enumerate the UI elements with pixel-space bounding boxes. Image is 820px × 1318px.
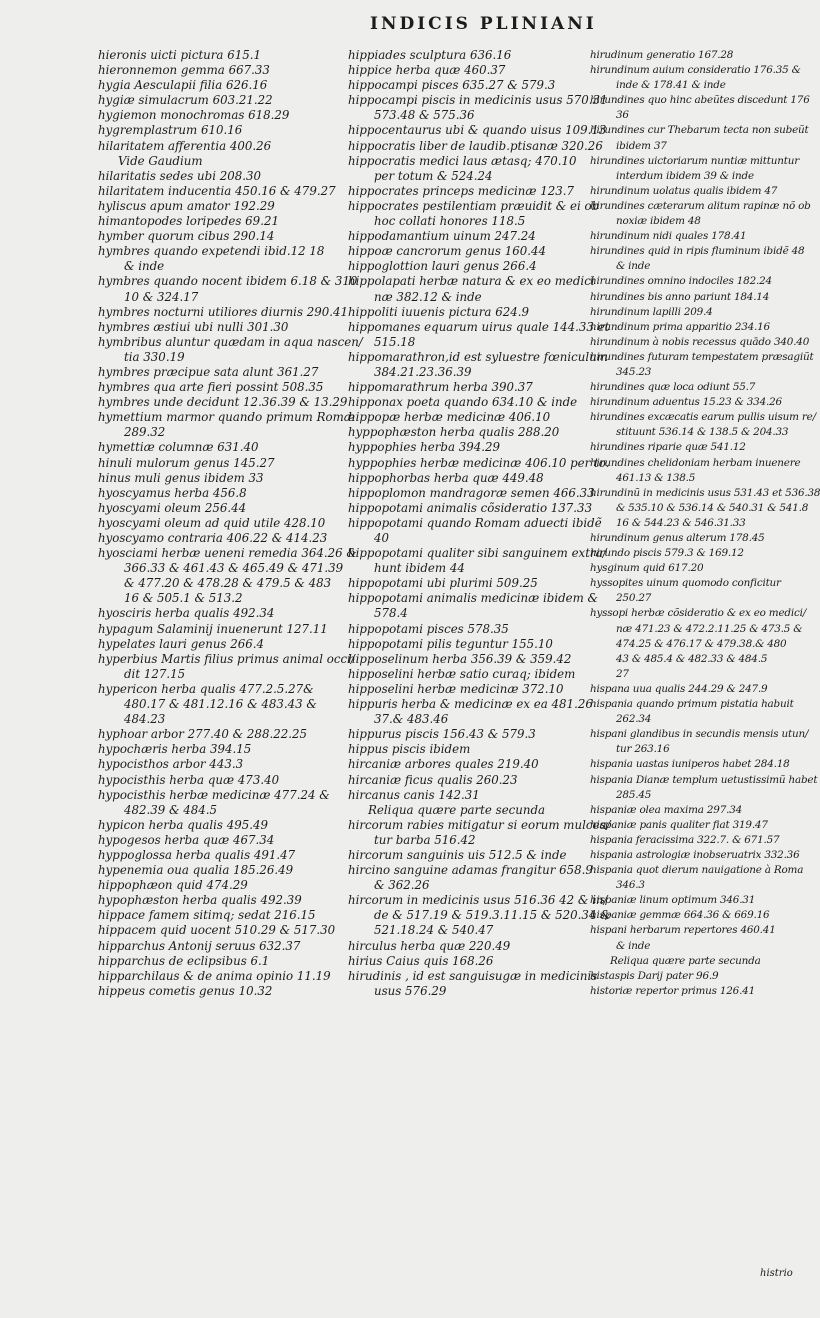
index-entry: hilaritatem inducentia 450.16 & 479.27 (98, 183, 336, 198)
index-entry: hippopotami quando Romam aduecti ibidẽ (348, 515, 602, 530)
index-entry: 40 (374, 531, 390, 545)
index-entry: hippomarathrum herba 390.37 (348, 380, 533, 395)
index-entry: hippus piscis ibidem (348, 742, 471, 757)
index-entry: hyphoar arbor 277.40 & 288.22.25 (98, 727, 307, 742)
index-entry: hirundinũ in medicinis usus 531.43 et 536.38 (590, 486, 820, 499)
index-entry: hippopotami qualiter sibi sanguinem extra/ (348, 546, 607, 561)
index-entry: hymbres quando expetendi ibid.12 18 (98, 244, 325, 259)
index-entry: historiæ repertor primus 126.41 (590, 984, 756, 997)
index-entry: hircino sanguine adamas frangitur 658.9 (348, 863, 593, 878)
index-entry: hirundinum auium consideratio 176.35 & (590, 64, 801, 77)
index-entry: 285.45 (616, 788, 652, 801)
index-entry: 515.18 (374, 334, 416, 349)
index-entry: tur barba 516.42 (374, 832, 476, 847)
index-entry: 16 & 505.1 & 513.2 (124, 591, 243, 606)
index-entry: hypenemia oua qualia 185.26.49 (98, 863, 294, 878)
index-entry: 10 & 324.17 (124, 289, 199, 304)
index-entry: hirius Caius quis 168.26 (348, 953, 494, 968)
index-entry: 262.34 (616, 713, 652, 726)
index-entry: hispania Dianæ templum uetustissimũ habet (590, 773, 818, 786)
index-entry: hircanus canis 142.31 (348, 787, 480, 802)
index-entry: hypocisthos arbor 443.3 (98, 757, 244, 772)
index-entry: hirundinum aduentus 15.23 & 334.26 (590, 396, 782, 409)
index-entry: hymbres præcipue sata alunt 361.27 (98, 364, 319, 379)
index-entry: hypophæston herba qualis 492.39 (98, 893, 302, 908)
index-entry: hispania quando primum pistatia habuit (590, 698, 794, 711)
index-entry: 250.27 (616, 592, 652, 605)
index-entry: hyppoglossa herba qualis 491.47 (98, 847, 296, 862)
index-entry: hirundines chelidoniam herbam inuenere (590, 456, 801, 469)
index-entry: hippodamantium uinum 247.24 (348, 229, 536, 244)
index-entry: hyliscus apum amator 192.29 (98, 198, 275, 213)
index-entry: hippocrates pestilentiam præuidit & ei ob (348, 198, 600, 213)
index-entry: interdum ibidem 39 & inde (616, 169, 754, 182)
index-entry: hypelates lauri genus 266.4 (98, 636, 264, 651)
index-entry: & inde (616, 939, 651, 952)
index-entry: hygiæ simulacrum 603.21.22 (98, 93, 273, 108)
index-entry: hircorum in medicinis usus 516.36 42 & in/ (348, 893, 608, 908)
index-entry: hipponax poeta quando 634.10 & inde (348, 395, 578, 410)
index-entry: himantopodes loripedes 69.21 (98, 214, 279, 229)
index-entry: Vide Gaudium (118, 153, 203, 168)
index-entry: hippocentaurus ubi & quando uisus 109.13 (348, 123, 607, 138)
index-entry: hippacem quid uocent 510.29 & 517.30 (98, 923, 336, 938)
index-entry: hispaniæ linum optimum 346.31 (590, 894, 756, 907)
index-entry: hyosciris herba qualis 492.34 (98, 606, 275, 621)
index-entry: 578.4 (374, 606, 408, 621)
index-entry: 346.3 (616, 879, 645, 892)
index-entry: per totum & 524.24 (374, 168, 493, 183)
index-entry: hymbres nocturni utiliores diurnis 290.41 (98, 304, 349, 319)
index-entry: 16 & 544.23 & 546.31.33 (616, 516, 746, 529)
index-entry: hieronis uicti pictura 615.1 (98, 48, 261, 62)
index-entry: hippophorbas herba quæ 449.48 (348, 470, 544, 485)
index-entry: hyssopi herbæ cõsideratio & ex eo medici/ (590, 607, 807, 620)
index-entry: tia 330.19 (124, 349, 185, 364)
index-entry: hircorum sanguinis uis 512.5 & inde (348, 847, 567, 862)
index-entry: hispania astrologiæ inobseruatrix 332.36 (590, 848, 800, 861)
index-entry: hispania uastas iuniperos habet 284.18 (590, 758, 790, 771)
index-entry: stituunt 536.14 & 138.5 & 204.33 (616, 426, 789, 439)
index-entry: hispani herbarum repertores 460.41 (590, 924, 776, 937)
index-entry: hirundines uictoriarum nuntiæ mittuntur (590, 154, 799, 167)
index-entry: hipposelini herbæ medicinæ 372.10 (348, 681, 564, 696)
index-entry: hispaniæ gemmæ 664.36 & 669.16 (590, 909, 770, 922)
index-entry: hyppophies herbæ medicinæ 406.10 per to. (348, 455, 610, 470)
index-entry: hippopotami pilis teguntur 155.10 (348, 636, 553, 651)
index-entry: hippolapati herbæ natura & ex eo medici (348, 274, 595, 289)
index-entry: hirundinum à nobis recessus quādo 340.40 (590, 335, 810, 348)
index-entry: hygiemon monochromas 618.29 (98, 108, 290, 123)
index-entry: hippurus piscis 156.43 & 579.3 (348, 727, 536, 742)
index-entry: hippoglottion lauri genus 266.4 (348, 259, 537, 274)
index-entry: 484.23 (124, 712, 166, 727)
index-entry: hirundines quo hinc abeũtes discedunt 176 (590, 94, 810, 107)
index-entry: hirculus herba quæ 220.49 (348, 938, 511, 953)
index-entry: 289.32 (124, 425, 166, 440)
index-entry: & 477.20 & 478.28 & 479.5 & 483 (124, 576, 332, 591)
index-entry: hippeus cometis genus 10.32 (98, 983, 273, 998)
index-entry: hirundinum uolatus qualis ibidem 47 (590, 184, 778, 197)
index-entry: hilaritatis sedes ubi 208.30 (98, 168, 262, 183)
index-entry: 474.25 & 476.17 & 479.38.& 480 (616, 637, 787, 650)
index-entry: hymbres æstiui ubi nulli 301.30 (98, 319, 289, 334)
index-entry: hirudinum generatio 167.28 (590, 49, 734, 61)
index-entry: næ 382.12 & inde (374, 289, 482, 304)
index-entry: 27 (616, 667, 629, 680)
index-entry: hirundinum nidi quales 178.41 (590, 230, 747, 243)
index-entry: hipposelini herbæ satio curaq; ibidem (348, 666, 576, 681)
index-entry: hirundines bis anno pariunt 184.14 (590, 290, 770, 303)
index-entry: hirundinum prima apparitio 234.16 (590, 320, 770, 333)
index-entry: hippopotami ubi plurimi 509.25 (348, 576, 538, 591)
index-entry: 480.17 & 481.12.16 & 483.43 & (124, 697, 317, 712)
index-entry: hirundo piscis 579.3 & 169.12 (590, 547, 744, 560)
index-entry: Reliqua quære parte secunda (368, 802, 546, 817)
index-entry: hippopæ herbæ medicinæ 406.10 (348, 410, 551, 425)
index-entry: 573.48 & 575.36 (374, 108, 475, 123)
index-entry: hispania quot dierum nauigatione à Roma (590, 864, 804, 877)
catchword: histrio (760, 1268, 793, 1279)
index-entry: hymbres unde decidunt 12.36.39 & 13.29 (98, 395, 348, 410)
index-entry: hispani glandibus in secundis mensis utun/ (590, 728, 809, 741)
index-entry: hippoplomon mandragoræ semen 466.33 (348, 485, 595, 500)
index-entry: hyppophæston herba qualis 288.20 (348, 425, 560, 440)
index-entry: hippuris herba & medicinæ ex ea 481.26 (348, 697, 593, 712)
index-entry: hippocratis medici laus ætasq; 470.10 (348, 153, 577, 168)
index-entry: 482.39 & 484.5 (124, 802, 218, 817)
index-entry: hypocisthis herbæ medicinæ 477.24 & (98, 787, 330, 802)
index-entry: hyperbius Martis filius primus animal occi/ (98, 651, 355, 666)
index-entry: hippocrates princeps medicinæ 123.7 (348, 183, 574, 198)
index-entry: histaspis Darij pater 96.9 (590, 969, 719, 982)
index-entry: hispana uua qualis 244.29 & 247.9 (590, 682, 768, 695)
index-entry: hymbres qua arte fieri possint 508.35 (98, 380, 324, 395)
index-entry: hirundines quid in ripis fluminum ibidẽ 48 (590, 245, 805, 258)
index-entry: dit 127.15 (124, 666, 186, 681)
index-entry: hirundines futuram tempestatem præsagiũt (590, 350, 814, 363)
index-entry: 345.23 (616, 365, 652, 378)
index-entry: hircaniæ ficus qualis 260.23 (348, 772, 518, 787)
index-entry: hippopotami animalis medicinæ ibidem & (348, 591, 599, 606)
index-entry: hypicon herba qualis 495.49 (98, 817, 269, 832)
index-entry: hyosciami herbæ ueneni remedia 364.26 & (98, 546, 357, 561)
index-entry: hysginum quid 617.20 (590, 562, 704, 575)
index-entry: hirundines excæcatis earum pullis uisum re/ (590, 411, 816, 424)
index-entry: hypogesos herba quæ 467.34 (98, 832, 275, 847)
index-entry: hippice herba quæ 460.37 (348, 63, 506, 78)
index-entry: 461.13 & 138.5 (616, 471, 696, 484)
index-entry: hippomanes equarum uirus quale 144.33 et (348, 319, 610, 334)
index-entry: hippomarathron,id est syluestre fœniculum (348, 349, 608, 364)
index-entry: hirundines riparie quæ 541.12 (590, 441, 746, 454)
index-entry: hipparchus Antonij seruus 632.37 (98, 938, 301, 953)
index-entry: hipparchus de eclipsibus 6.1 (98, 953, 270, 968)
index-entry: hirundines cæterarum alitum rapinæ nõ ob (590, 199, 811, 212)
index-entry: & 535.10 & 536.14 & 540.31 & 541.8 (616, 501, 809, 514)
index-entry: hirundines quæ loca odiunt 55.7 (590, 381, 756, 394)
index-entry: hyssopites uinum quomodo conficitur (590, 577, 781, 590)
index-entry: 384.21.23.36.39 (374, 364, 472, 379)
index-entry: hirundinum genus alterum 178.45 (590, 532, 765, 544)
index-entry: hyoscyamo contraria 406.22 & 414.23 (98, 531, 328, 545)
index-entry: hypochæris herba 394.15 (98, 742, 252, 757)
index-entry: usus 576.29 (374, 983, 447, 998)
index-entry: hippoæ cancrorum genus 160.44 (348, 244, 546, 259)
index-entry: 36 (616, 109, 629, 122)
index-entry: hymettiæ columnæ 631.40 (98, 440, 259, 455)
index-entry: hipparchilaus & de anima opinio 11.19 (98, 968, 331, 983)
index-entry: hippocratis liber de laudib.ptisanæ 320.26 (348, 138, 603, 153)
index-entry: & 362.26 (374, 878, 430, 893)
index-entry: hirundinum lapilli 209.4 (590, 305, 713, 318)
index-entry: hircorum rabies mitigatur si eorum mulcea/ (348, 817, 611, 832)
index-entry: hymbribus aluntur quædam in aqua nascen/ (98, 334, 363, 349)
index-entry: hygia Aesculapii filia 626.16 (98, 78, 268, 93)
index-entry: hirudinis , id est sanguisugæ in medicinis (348, 968, 598, 983)
index-entry: hircaniæ arbores quales 219.40 (348, 757, 539, 772)
index-entry: hyppophies herba 394.29 (348, 440, 501, 455)
index-entry: hunt ibidem 44 (374, 561, 465, 576)
index-entry: hippace famem sitimq; sedat 216.15 (98, 908, 316, 923)
index-entry: 366.33 & 461.43 & 465.49 & 471.39 (124, 561, 344, 576)
index-entry: hymbres quando nocent ibidem 6.18 & 310 (98, 274, 358, 289)
index-entry: hippophæon quid 474.29 (98, 878, 248, 893)
index-entry: Reliqua quære parte secunda (610, 954, 761, 967)
index-entry: & inde (124, 259, 165, 274)
index-entry: hinuli mulorum genus 145.27 (98, 455, 275, 470)
index-entry: hirundines omnino indociles 182.24 (590, 275, 772, 288)
index-entry: hilaritatem afferentia 400.26 (98, 138, 272, 153)
index-entry: hyoscyamus herba 456.8 (98, 485, 247, 500)
index-entry: inde & 178.41 & inde (616, 79, 726, 92)
index-entry: tur 263.16 (616, 743, 670, 756)
index-entry: ibidem 37 (616, 139, 667, 152)
index-entry: hispania feracissima 322.7. & 671.57 (590, 833, 780, 846)
index-entry: hygremplastrum 610.16 (98, 123, 243, 138)
index-entry: hieronnemon gemma 667.33 (98, 63, 270, 78)
index-entry: & inde (616, 260, 651, 273)
index-entry: hispaniæ panis qualiter fiat 319.47 (590, 818, 768, 831)
index-entry: hippopotami pisces 578.35 (348, 621, 509, 636)
index-column-middle (348, 48, 611, 999)
index-entry: næ 471.23 & 472.2.11.25 & 473.5 & (616, 622, 803, 635)
index-entry: hymber quorum cibus 290.14 (98, 229, 275, 244)
index-entry: 43 & 485.4 & 482.33 & 484.5 (616, 652, 768, 665)
index-entry: hippiades sculptura 636.16 (348, 48, 512, 62)
index-entry: hoc collati honores 118.5 (374, 214, 526, 229)
index-entry: hypagum Salaminij inuenerunt 127.11 (98, 621, 328, 636)
index-entry: hippocampi piscis in medicinis usus 570.31 (348, 93, 608, 108)
index-entry: 521.18.24 & 540.47 (374, 923, 494, 938)
index-column-left (98, 48, 363, 999)
running-header: INDICIS PLINIANI (370, 14, 597, 34)
index-entry: hypocisthis herba quæ 473.40 (98, 772, 280, 787)
index-entry: hippocampi pisces 635.27 & 579.3 (348, 78, 556, 93)
index-entry: hyoscyami oleum ad quid utile 428.10 (98, 515, 326, 530)
index-entry: hippoliti iuuenis pictura 624.9 (348, 304, 529, 319)
index-entry: hispaniæ olea maxima 297.34 (590, 803, 743, 816)
index-entry: 37.& 483.46 (374, 712, 449, 727)
index-entry: hipposelinum herba 356.39 & 359.42 (348, 651, 572, 666)
index-entry: hyoscyami oleum 256.44 (98, 500, 247, 515)
index-entry: hypericon herba qualis 477.2.5.27& (98, 681, 314, 696)
index-entry: hymettium marmor quando primum Romæ (98, 410, 355, 425)
index-entry: hirundines cur Thebarum tecta non subeũt (590, 124, 809, 137)
index-column-right (590, 48, 820, 999)
index-entry: de & 517.19 & 519.3.11.15 & 520.34 & (374, 908, 611, 923)
index-entry: hippopotami animalis cõsideratio 137.33 (348, 500, 593, 515)
index-entry: noxiæ ibidem 48 (616, 215, 701, 228)
index-entry: hinus muli genus ibidem 33 (98, 470, 264, 485)
